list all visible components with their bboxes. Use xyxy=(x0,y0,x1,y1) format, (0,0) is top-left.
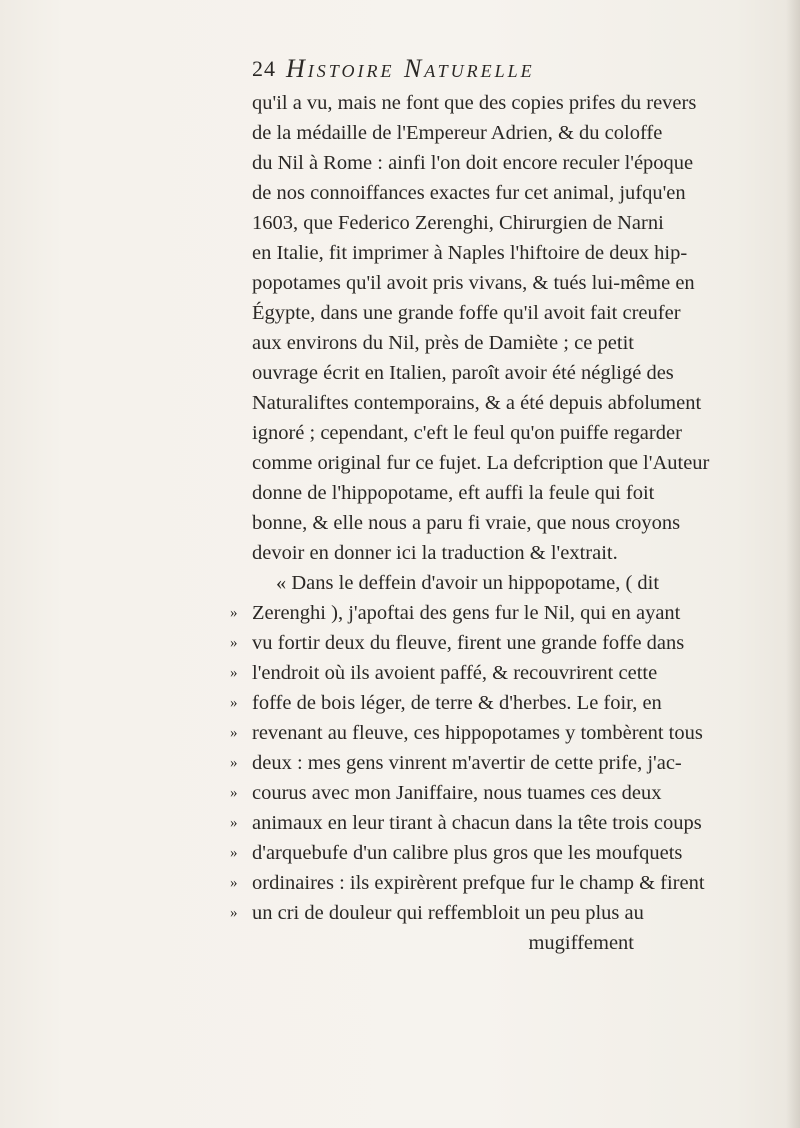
page-edge-shadow xyxy=(786,0,800,1128)
quote-line: » l'endroit où ils avoient paffé, & recouvrirent cette xyxy=(252,658,634,688)
quote-opening-line: « Dans le deffein d'avoir un hippopotame, ( dit xyxy=(276,572,660,594)
quote-line: » un cri de douleur qui reffembloit un peu plus au xyxy=(252,898,634,928)
text-line: 1603, que Federico Zerenghi, Chirurgien de Narni xyxy=(252,212,664,234)
quote-line: » revenant au fleuve, ces hippopotames y tombèrent tous xyxy=(252,718,634,748)
text-line: Égypte, dans une grande foffe qu'il avoit fait creufer xyxy=(252,302,681,324)
text-line: en Italie, fit imprimer à Naples l'hiftoire de deux hip- xyxy=(252,242,688,264)
page-number: 24 xyxy=(252,56,276,81)
text-line: du Nil à Rome : ainfi l'on doit encore reculer l'époque xyxy=(252,152,694,174)
text-line: comme original fur ce fujet. La defcription que l'Auteur xyxy=(252,452,710,474)
text-line: popotames qu'il avoit pris vivans, & tués lui-même en xyxy=(252,272,695,294)
quote-line: » courus avec mon Janiffaire, nous tuames ces deux xyxy=(252,778,634,808)
quote-mark: » xyxy=(230,665,238,681)
catchword: mugiffement xyxy=(528,932,634,954)
text-line: devoir en donner ici la traduction & l'extrait. xyxy=(252,542,618,564)
quote-mark: » xyxy=(230,605,238,621)
running-head: Histoire Naturelle xyxy=(286,54,535,83)
quote-line: » d'arquebufe d'un calibre plus gros que les moufquets xyxy=(252,838,634,868)
quote-mark: » xyxy=(230,875,238,891)
page-header xyxy=(252,56,632,92)
text-line: ouvrage écrit en Italien, paroît avoir été négligé des xyxy=(252,362,674,384)
quote-line: » animaux en leur tirant à chacun dans la tête trois coups xyxy=(252,808,634,838)
text-line: de la médaille de l'Empereur Adrien, & du coloffe xyxy=(252,122,663,144)
quote-mark: » xyxy=(230,845,238,861)
quote-mark: » xyxy=(230,815,238,831)
text-line: ignoré ; cependant, c'eft le feul qu'on puiffe regarder xyxy=(252,422,682,444)
quote-line: » ordinaires : ils expirèrent prefque fur le champ & firent xyxy=(252,868,634,898)
text-line: bonne, & elle nous a paru fi vraie, que nous croyons xyxy=(252,512,681,534)
quote-mark: » xyxy=(230,695,238,711)
text-line: de nos connoiffances exactes fur cet animal, jufqu'en xyxy=(252,182,686,204)
quote-mark: » xyxy=(230,785,238,801)
quote-line: » Zerenghi ), j'apoftai des gens fur le Nil, qui en ayant xyxy=(252,598,634,628)
text-line: Naturaliftes contemporains, & a été depuis abfolument xyxy=(252,392,702,414)
quote-mark: » xyxy=(230,905,238,921)
text-line: donne de l'hippopotame, eft auffi la feule qui foit xyxy=(252,482,655,504)
quote-mark: » xyxy=(230,635,238,651)
text-line: qu'il a vu, mais ne font que des copies prifes du revers xyxy=(252,92,697,114)
quote-line: » foffe de bois léger, de terre & d'herbes. Le foir, en xyxy=(252,688,634,718)
quote-mark: » xyxy=(230,725,238,741)
quote-mark: » xyxy=(230,755,238,771)
quote-line: » deux : mes gens vinrent m'avertir de cette prife, j'ac- xyxy=(252,748,634,778)
body-text xyxy=(230,88,710,958)
quote-line: » vu fortir deux du fleuve, firent une grande foffe dans xyxy=(252,628,634,658)
text-line: aux environs du Nil, près de Damiète ; ce petit xyxy=(252,332,634,354)
